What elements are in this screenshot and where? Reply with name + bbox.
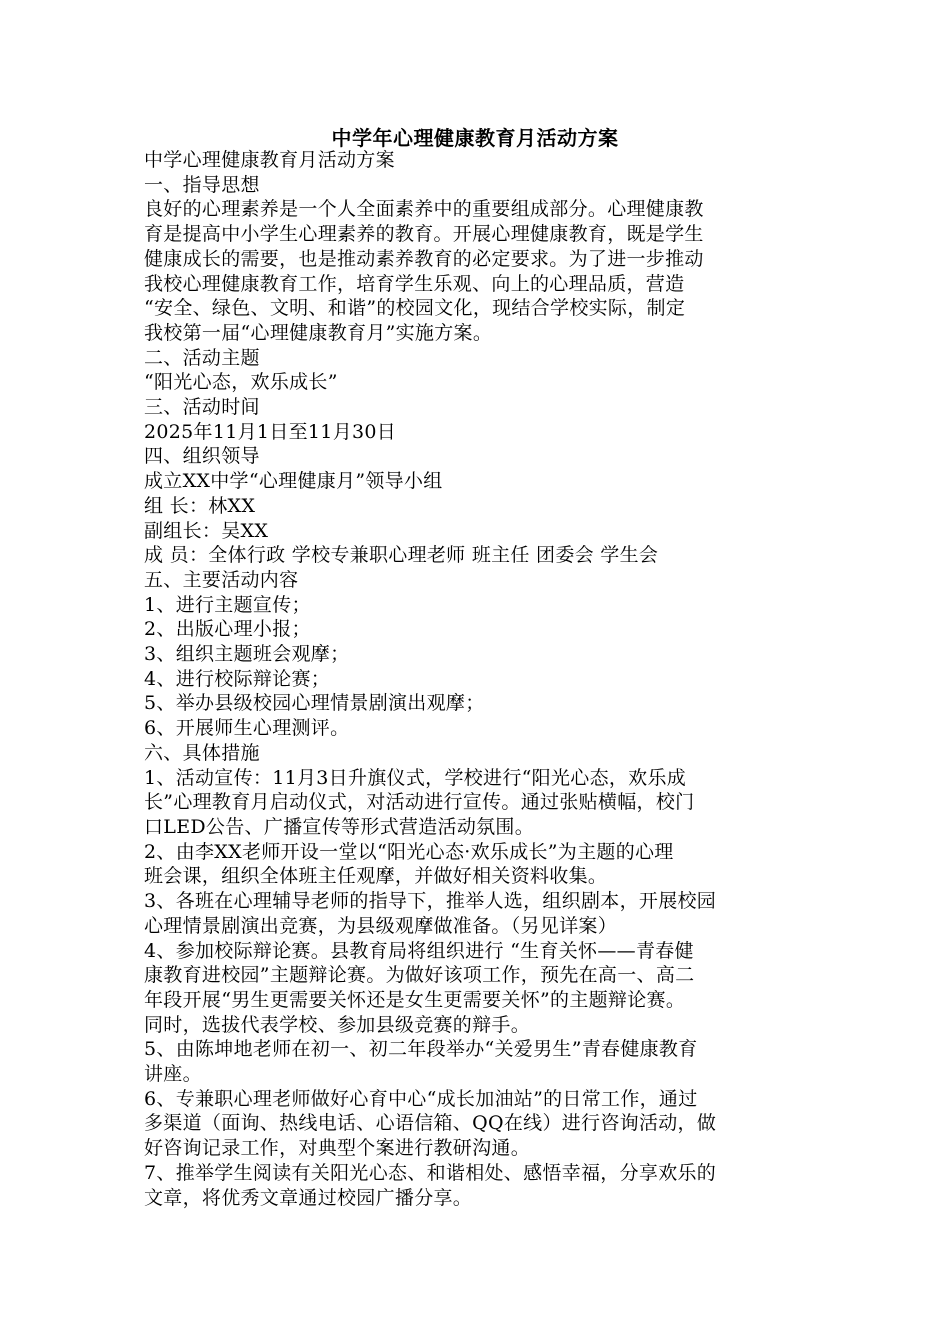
text-line: 多渠道（面询、热线电话、心语信箱、QQ在线）进行咨询活动，做 [144, 1112, 717, 1135]
text-line: 文章，将优秀文章通过校园广播分享。 [144, 1186, 473, 1209]
text-line: 二、活动主题 [144, 346, 260, 369]
text-line: 讲座。 [144, 1063, 202, 1086]
text-line: “安全、绿色、文明、和谐”的校园文化，现结合学校实际，制定 [144, 297, 686, 320]
text-line: 长”心理教育月启动仪式，对活动进行宣传。通过张贴横幅，校门 [144, 791, 695, 814]
text-line: 2、由李XX老师开设一堂以“阳光心态·欢乐成长”为主题的心理 [144, 840, 674, 863]
document-title: 中学年心理健康教育月活动方案 [331, 126, 619, 150]
text-line: 我校第一届“心理健康教育月”实施方案。 [144, 321, 493, 344]
text-line: 3、各班在心理辅导老师的指导下，推举人选，组织剧本，开展校园 [144, 890, 717, 913]
text-line: 班会课，组织全体班主任观摩，并做好相关资料收集。 [144, 865, 608, 888]
document-body [144, 148, 806, 1210]
text-line: 心理情景剧演出竞赛，为县级观摩做准备。（另见详案） [144, 914, 618, 937]
text-line: 良好的心理素养是一个人全面素养中的重要组成部分。心理健康教 [144, 198, 704, 221]
text-line: 四、组织领导 [144, 445, 260, 468]
text-line: 5、举办县级校园心理情景剧演出观摩； [144, 692, 485, 715]
text-line: 六、具体措施 [144, 741, 260, 764]
text-line: 年段开展“男生更需要关怀还是女生更需要关怀”的主题辩论赛。 [144, 988, 686, 1011]
text-line: 6、专兼职心理老师做好心育中心“成长加油站”的日常工作，通过 [144, 1087, 698, 1110]
text-line: 五、主要活动内容 [144, 568, 299, 591]
text-line: 健康成长的需要，也是推动素养教育的必定要求。为了进一步推动 [144, 247, 704, 270]
text-line: 2、出版心理小报； [144, 618, 311, 641]
text-line: 成 员：全体行政 学校专兼职心理老师 班主任 团委会 学生会 [144, 544, 659, 567]
text-line: 6、开展师生心理测评。 [144, 717, 350, 740]
text-line: 副组长：吴XX [144, 519, 269, 542]
text-line: 育是提高中小学生心理素养的教育。开展心理健康教育，既是学生 [144, 223, 704, 246]
text-line: 1、活动宣传：11月3日升旗仪式，学校进行“阳光心态，欢乐成 [144, 766, 687, 789]
text-line: 一、指导思想 [144, 173, 260, 196]
text-line: “阳光心态，欢乐成长” [144, 371, 338, 394]
text-line: 口LED公告、广播宣传等形式营造活动氛围。 [144, 815, 535, 838]
text-line: 4、进行校际辩论赛； [144, 667, 331, 690]
text-line: 2025年11月1日至11月30日 [144, 420, 397, 443]
text-line: 1、进行主题宣传； [144, 593, 311, 616]
text-line: 我校心理健康教育工作，培育学生乐观、向上的心理品质，营造 [144, 272, 685, 295]
text-line: 成立XX中学“心理健康月”领导小组 [144, 470, 443, 493]
text-line: 3、组织主题班会观摩； [144, 643, 350, 666]
text-line: 4、参加校际辩论赛。县教育局将组织进行 “生育关怀——青春健 [144, 939, 694, 962]
text-line: 中学心理健康教育月活动方案 [144, 149, 395, 171]
text-line: 好咨询记录工作，对典型个案进行教研沟通。 [144, 1137, 531, 1160]
text-line: 5、由陈坤地老师在初一、初二年段举办“关爱男生”青春健康教育 [144, 1038, 698, 1061]
text-line: 康教育进校园”主题辩论赛。为做好该项工作，预先在高一、高二 [144, 964, 695, 987]
text-line: 7、推举学生阅读有关阳光心态、和谐相处、感悟幸福，分享欢乐的 [144, 1161, 717, 1184]
text-line: 三、活动时间 [144, 396, 260, 419]
text-line: 组 长：林XX [144, 494, 256, 517]
text-line: 同时，选拔代表学校、参加县级竞赛的辩手。 [144, 1013, 531, 1036]
